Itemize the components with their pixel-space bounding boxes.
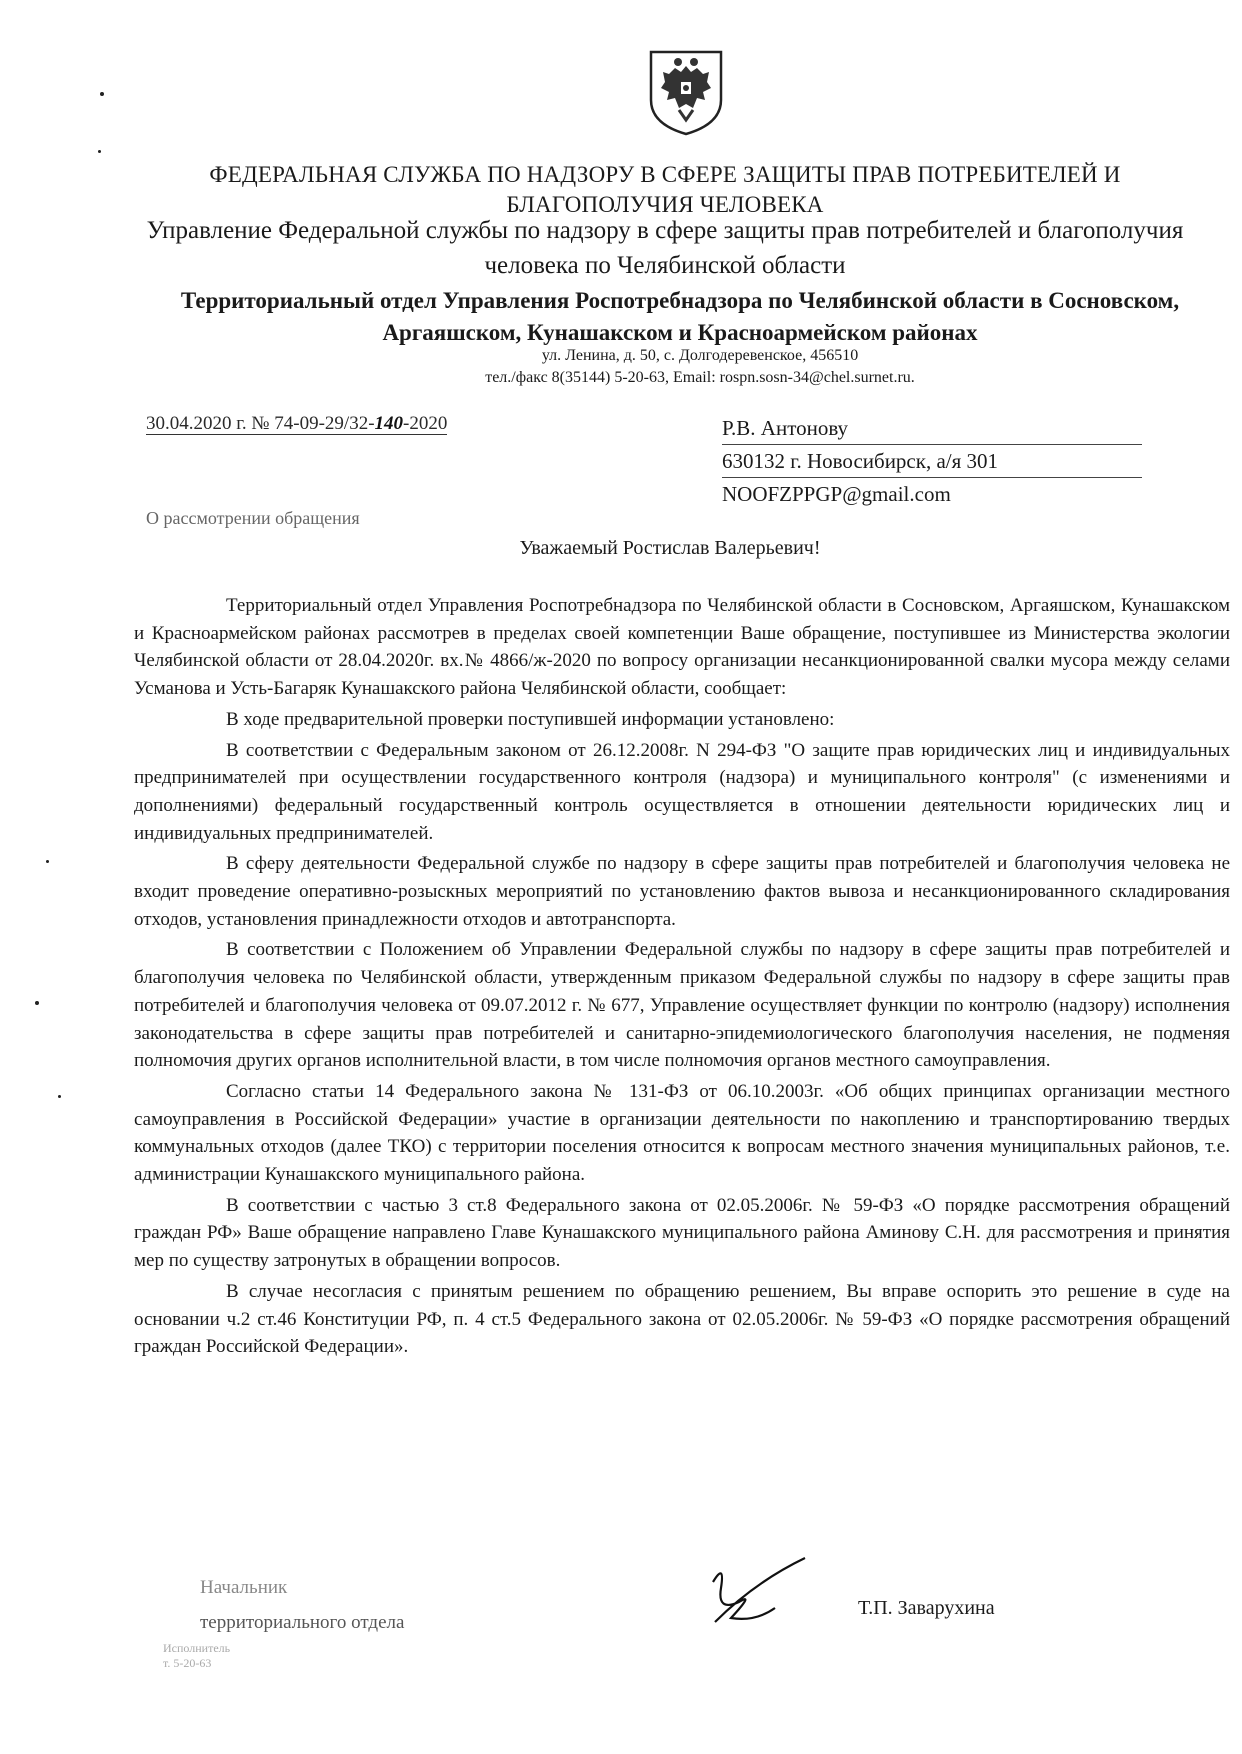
signatory-title: [200, 1570, 404, 1640]
body-paragraph: В случае несогласия с принятым решением по обращению решением, Вы вправе оспорить это решение в суде на основании ч.2 ст.46 Конституции РФ, п. 4 ст.5 Федерального закона от 02.05.2006г. № 59-ФЗ «О порядке рассмотрения обращений граждан Российской Федерации».: [134, 1280, 1230, 1358]
letter-subject: О рассмотрении обращения: [146, 508, 360, 528]
recipient-address: 630132 г. Новосибирск, а/я 301: [722, 445, 1142, 478]
recipient-block: [722, 412, 1172, 510]
contact-line: тел./факс 8(35144) 5-20-63, Email: rospn.sosn-34@chel.surnet.ru.: [485, 369, 915, 386]
body-paragraph: В соответствии с Федеральным законом от 26.12.2008г. N 294-ФЗ "О защите прав юридических лиц и индивидуальных предпринимателей при осуществлении государственного контроля (надзора) и муниципального контроля" (с изменениями и дополнениями) федеральный государственный контроль осуществляется в отношении деятельности юридических лиц и индивидуальных предпринимателей.: [134, 739, 1230, 844]
scan-speck: [35, 1001, 39, 1005]
scan-speck: [46, 860, 49, 863]
department-name: Управление Федеральной службы по надзору в сфере защиты прав потребителей и благополучия человека по Челябинской области: [146, 217, 1184, 279]
body-paragraph: В сферу деятельности Федеральной службе по надзору в сфере защиты прав потребителей и благополучия человека не входит проведение оперативно-розыскных мероприятий по установлению фактов вывоза и несанкционированного складирования отходов, установления принадлежности отходов и автотранспорта.: [134, 853, 1230, 930]
body-paragraph: Согласно статьи 14 Федерального закона № 131-ФЗ от 06.10.2003г. «Об общих принципах организации местного самоуправления в Российской Федерации» участие в организации деятельности по накоплению и транспортированию твердых коммунальных отходов (далее ТКО) с территории поселения относится к вопросам местного значения муниципальных районов, т.е. администрации Кунашакского муниципального района.: [134, 1080, 1230, 1186]
greeting: Уважаемый Ростислав Валерьевич!: [519, 537, 821, 559]
handwritten-signature: [695, 1552, 815, 1632]
scan-speck: [100, 92, 104, 96]
executor-note: [163, 1641, 230, 1671]
postal-address: ул. Ленина, д. 50, с. Долгодеревенское, 456510: [541, 347, 859, 364]
reference-date-number: 30.04.2020 г. № 74-09-29/32-: [146, 413, 375, 434]
recipient-name: Р.В. Антонову: [722, 412, 1142, 445]
reference-year: -2020: [403, 413, 448, 434]
territorial-unit-name: Территориальный отдел Управления Роспотребнадзора по Челябинской области в Сосновском, Аргаяшском, Кунашакском и Красноармейском районах: [180, 288, 1180, 345]
scan-speck: [58, 1095, 61, 1098]
scan-speck: [98, 150, 101, 153]
signer-name: Т.П. Заварухина: [858, 1597, 995, 1619]
body-paragraph: В соответствии с Положением об Управлении Федеральной службы по надзору в сфере защиты прав потребителей и благополучия человека по Челябинской области, утвержденным приказом Федеральной службы по надзору в сфере защиты прав потребителей и благополучия человека от 09.07.2012 г. № 677, Управление осуществляет функции по контролю (надзору) исполнения законодательства в сфере защиты прав потребителей и санитарно-эпидемиологического благополучия населения, не подменяя полномочия других органов исполнительной власти, в том числе полномочия органов местного самоуправления.: [134, 939, 1230, 1072]
body-paragraph: В соответствии с частью 3 ст.8 Федерального закона от 02.05.2006г. № 59-ФЗ «О порядке рассмотрения обращений граждан РФ» Ваше обращение направлено Главе Кунашакского муниципального района Аминову С.Н. для рассмотрения и принятия мер по существу затронутых в обращении вопросов.: [134, 1194, 1230, 1272]
executor-line2: т. 5-20-63: [163, 1656, 212, 1670]
signatory-title-line1: Начальник: [200, 1577, 288, 1598]
coat-of-arms-emblem: [645, 48, 727, 136]
body-paragraph: В ходе предварительной проверки поступившей информации установлено:: [226, 708, 835, 730]
reference-handwritten-number: 140: [374, 413, 404, 434]
executor-line1: Исполнитель: [163, 1641, 231, 1655]
recipient-email: NOOFZPPGP@gmail.com: [722, 482, 951, 506]
address-block: [300, 345, 1100, 389]
signatory-title-line2: территориального отдела: [200, 1612, 405, 1633]
letter-body: [134, 592, 1230, 1364]
outgoing-reference: [146, 413, 447, 435]
agency-name: ФЕДЕРАЛЬНАЯ СЛУЖБА ПО НАДЗОРУ В СФЕРЕ ЗАЩИТЫ ПРАВ ПОТРЕБИТЕЛЕЙ И БЛАГОПОЛУЧИЯ ЧЕЛОВЕКА: [209, 162, 1121, 217]
body-paragraph: Территориальный отдел Управления Роспотребнадзора по Челябинской области в Сосновском, Аргаяшском, Кунашакском и Красноармейском районах рассмотрев в пределах своей компетенции Ваше обращение, поступившее из Министерства экологии Челябинской области от 28.04.2020г. вх.№ 4866/ж-2020 по вопросу организации несанкционированной свалки мусора между селами Усманова и Усть-Багаряк Кунашакского района Челябинской области, сообщает:: [134, 595, 1230, 700]
